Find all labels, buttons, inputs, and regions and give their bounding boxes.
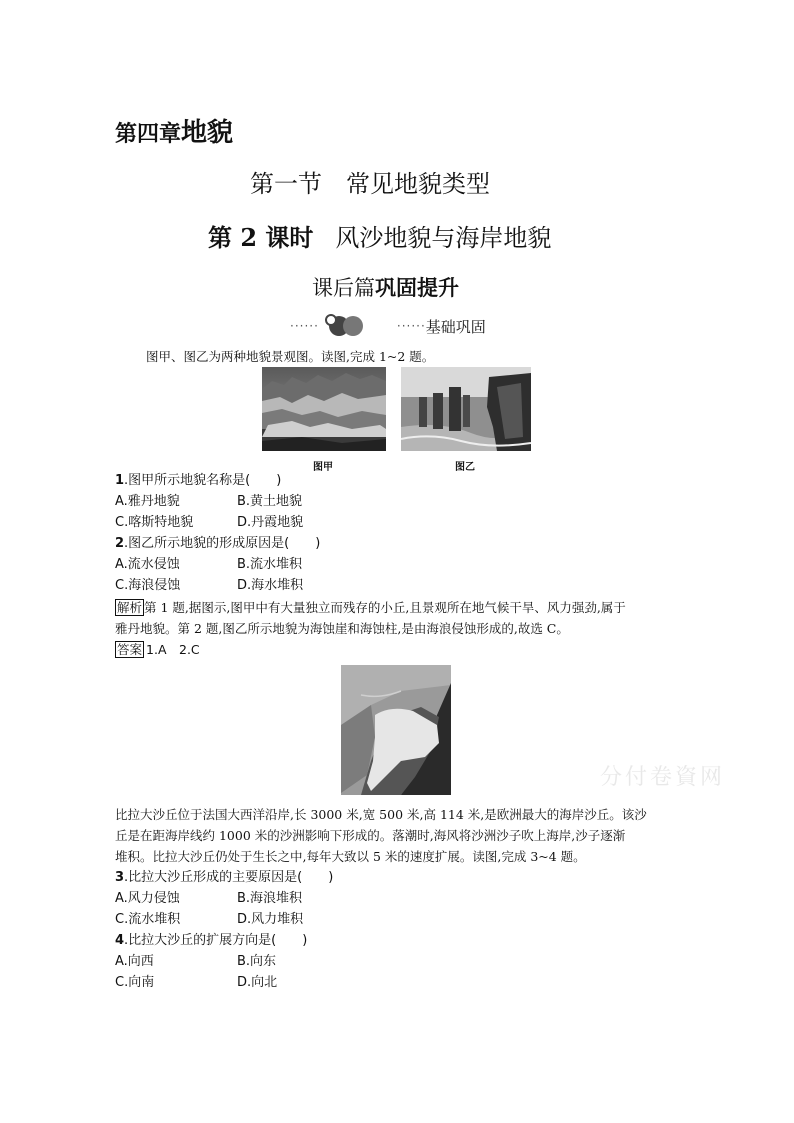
answer-tag: 答案	[117, 642, 143, 657]
question-3-option-a: A.风力侵蚀	[115, 891, 180, 906]
figure-caption-a: 图甲	[313, 462, 333, 473]
analysis-line-1	[115, 597, 626, 618]
answer-text: 1.A 2.C	[146, 642, 200, 657]
figure-caption-b: 图乙	[455, 462, 475, 473]
question-1-option-b: B.黄土地貌	[237, 494, 303, 509]
sea-stack-coast-photo	[401, 367, 531, 451]
yardang-landscape-photo	[262, 367, 386, 451]
section-title-text: 第一节 常见地貌类型	[250, 170, 490, 198]
consolidation-label: 巩固提升	[375, 276, 459, 300]
question-2-options-row-2	[115, 575, 303, 596]
question-2-stem	[115, 533, 320, 554]
question-2-options-row-1	[115, 554, 302, 575]
question-3-options-row-1	[115, 888, 302, 909]
watermark: 分付卷資网	[600, 765, 726, 790]
analysis-text-1: 第 1 题,据图示,图甲中有大量独立而残存的小丘,且景观所在地气候干旱、风力强劲,属于	[144, 600, 626, 615]
basic-label: 基础巩固	[425, 317, 486, 336]
intro-text-2-line-2: 丘是在距海岸线约 1000 米的沙洲影响下形成的。落潮时,海风将沙洲沙子吹上海岸,沙子逐渐	[115, 828, 626, 843]
question-3-option-d: D.风力堆积	[237, 912, 304, 927]
question-2-option-c: C.海浪侵蚀	[115, 578, 181, 593]
basic-consolidation-banner	[290, 314, 486, 338]
question-3-number: 3	[115, 870, 125, 885]
question-4-options-row-2	[115, 972, 277, 993]
question-1-options-row-2	[115, 512, 303, 533]
question-3-stem	[115, 867, 333, 888]
analysis-tag: 解析	[117, 600, 143, 615]
question-4-text: .比拉大沙丘的扩展方向是( )	[124, 933, 308, 948]
question-2-option-b: B.流水堆积	[237, 557, 303, 572]
question-4-number: 4	[115, 933, 125, 948]
question-2-text: .图乙所示地貌的形成原因是( )	[124, 536, 321, 551]
dots-left: ······	[290, 319, 319, 333]
question-3-option-c: C.流水堆积	[115, 912, 181, 927]
analysis-line-2: 雅丹地貌。第 2 题,图乙所示地貌为海蚀崖和海蚀柱,是由海浪侵蚀形成的,故选 C。	[115, 621, 569, 636]
intro-text-1: 图甲、图乙为两种地貌景观图。读图,完成 1~2 题。	[146, 349, 435, 364]
answer-line	[115, 639, 200, 660]
after-class-label: 课后篇	[312, 276, 375, 300]
question-1-text: .图甲所示地貌名称是( )	[124, 473, 282, 488]
pilat-dune-photo	[341, 665, 451, 795]
question-3-options-row-2	[115, 909, 303, 930]
question-4-options-row-1	[115, 951, 276, 972]
question-2-option-a: A.流水侵蚀	[115, 557, 180, 572]
question-4-option-d: D.向北	[237, 975, 278, 990]
question-4-option-b: B.向东	[237, 954, 277, 969]
question-1-stem	[115, 470, 281, 491]
question-2-number: 2	[115, 536, 125, 551]
lesson-number: 第 2 课时	[208, 223, 314, 252]
chapter-title	[115, 112, 233, 149]
question-3-text: .比拉大沙丘形成的主要原因是( )	[124, 870, 334, 885]
lesson-title	[208, 218, 551, 253]
question-1-options-row-1	[115, 491, 302, 512]
after-class-heading	[312, 272, 459, 302]
question-2-option-d: D.海水堆积	[237, 578, 304, 593]
chapter-name: 地貌	[181, 118, 234, 148]
lesson-name: 风沙地貌与海岸地貌	[335, 224, 552, 252]
intro-text-2-line-3: 堆积。比拉大沙丘仍处于生长之中,每年大致以 5 米的速度扩展。读图,完成 3~4 题。	[115, 849, 586, 864]
question-4-option-c: C.向南	[115, 975, 155, 990]
question-1-number: 1	[115, 473, 125, 488]
section-title	[250, 164, 490, 199]
dots-right: ······	[396, 319, 426, 333]
question-3-option-b: B.海浪堆积	[237, 891, 303, 906]
question-1-option-a: A.雅丹地貌	[115, 494, 180, 509]
question-4-option-a: A.向西	[115, 954, 154, 969]
section-logo-icon	[325, 314, 367, 338]
question-1-option-c: C.喀斯特地貌	[115, 515, 194, 530]
question-4-stem	[115, 930, 307, 951]
intro-text-2-line-1: 比拉大沙丘位于法国大西洋沿岸,长 3000 米,宽 500 米,高 114 米,是欧洲最大的海岸沙丘。该沙	[115, 807, 647, 822]
chapter-number: 第四章	[115, 122, 182, 147]
question-1-option-d: D.丹霞地貌	[237, 515, 304, 530]
